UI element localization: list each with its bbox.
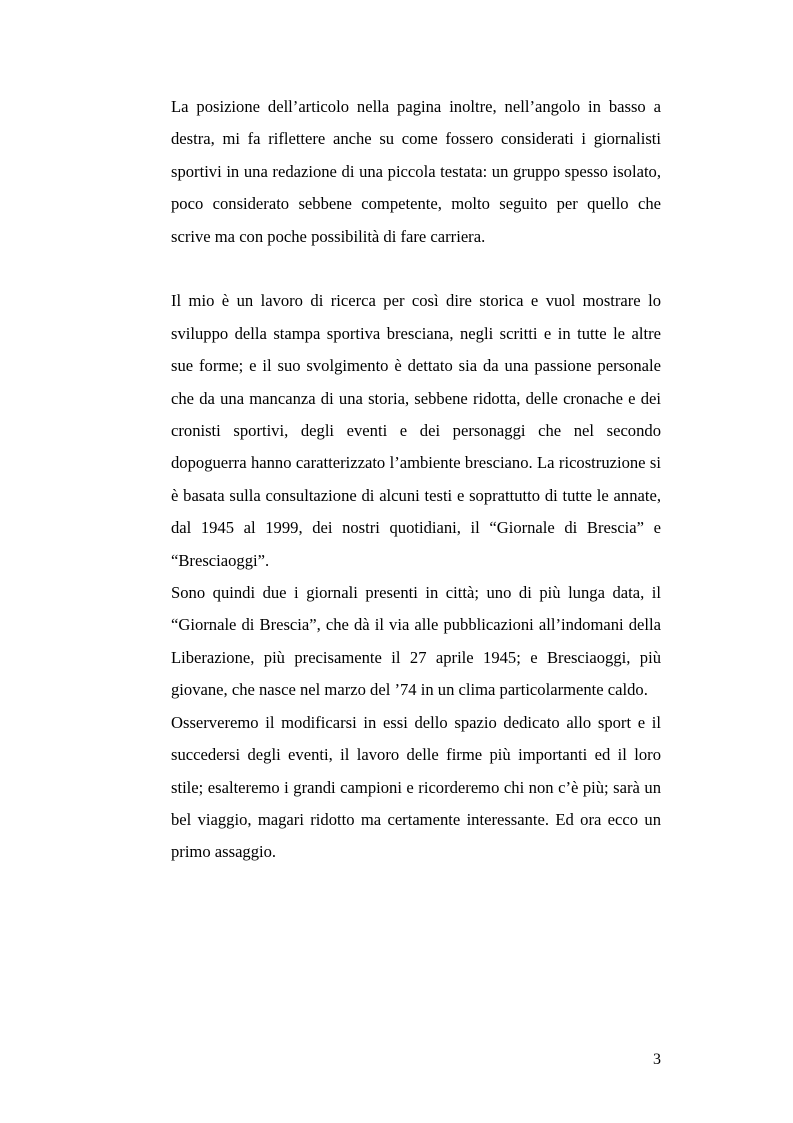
paragraph-research-scope: Il mio è un lavoro di ricerca per così dire storica e vuol mostrare lo sviluppo della stampa sportiva bresciana, negli scritti e in tutte le altre sue forme; e il suo svolgimento è dettato sia da una passione personale che da una mancanza di una storia, sebbene ridotta, delle cronache e dei cronisti sportivi, degli eventi e dei personaggi che nel secondo dopoguerra hanno caratterizzato l’ambiente bresciano. La ricostruzione si è basata sulla consultazione di alcuni testi e soprattutto di tutte le annate, dal 1945 al 1999, dei nostri quotidiani, il “Giornale di Brescia” e “Bresciaoggi”. [171, 291, 661, 570]
page-number: 3 [653, 1051, 661, 1068]
paragraph-gap [171, 253, 661, 285]
paragraph-article-position: La posizione dell’articolo nella pagina inoltre, nell’angolo in basso a destra, mi fa riflettere anche su come fossero considerati i giornalisti sportivi in una redazione di una piccola testata: un gruppo spesso isolato, poco considerato sebbene competente, molto seguito per quello che scrive ma con poche possibilità di fare carriera. [171, 97, 661, 246]
page-body [171, 91, 661, 869]
paragraph-outline: Osserveremo il modificarsi in essi dello spazio dedicato allo sport e il succedersi degli eventi, il lavoro delle firme più importanti ed il loro stile; esalteremo i grandi campioni e ricorderemo chi non c’è più; sarà un bel viaggio, magari ridotto ma certamente interessante. Ed ora ecco un primo assaggio. [171, 712, 661, 862]
paragraph-two-newspapers: Sono quindi due i giornali presenti in città; uno di più lunga data, il “Giornale di Brescia”, che dà il via alle pubblicazioni all’indomani della Liberazione, più precisamente il 27 aprile 1945; e Bresciaoggi, più giovane, che nasce nel marzo del ’74 in un clima particolarmente caldo. [171, 583, 661, 700]
